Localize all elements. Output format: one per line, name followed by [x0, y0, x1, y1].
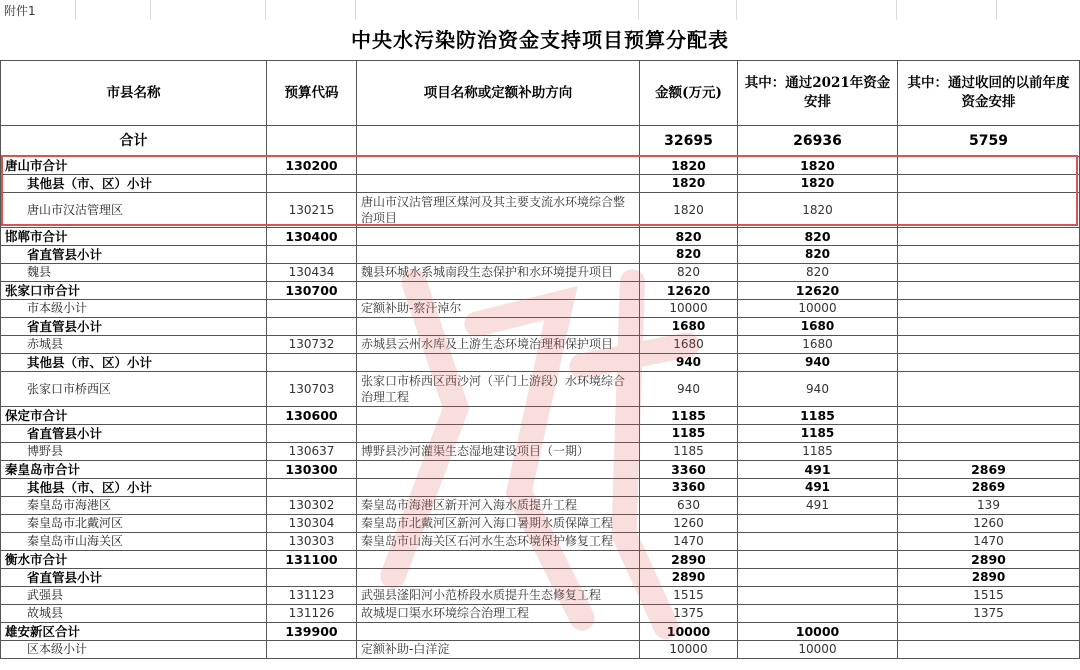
cell-project [357, 282, 640, 300]
cell-prior [898, 641, 1080, 659]
cell-project: 武强县滏阳河小范桥段水质提升生态修复工程 [357, 587, 640, 605]
table-row [1, 354, 1080, 372]
cell-name: 秦皇岛市北戴河区 [1, 515, 267, 533]
cell-project [357, 228, 640, 246]
cell-code [267, 300, 357, 318]
cell-code [267, 354, 357, 372]
cell-project [357, 175, 640, 193]
cell-2021: 12620 [738, 282, 898, 300]
cell-prior [898, 354, 1080, 372]
cell-prior [898, 407, 1080, 425]
cell-name: 唐山市汉沽管理区 [1, 193, 267, 228]
table-row [1, 336, 1080, 354]
cell-code [267, 425, 357, 443]
cell-prior [898, 300, 1080, 318]
cell-project [357, 479, 640, 497]
cell-name: 邯郸市合计 [1, 228, 267, 246]
cell-prior [898, 623, 1080, 641]
header-amount: 金额(万元) [640, 61, 738, 126]
header-project: 项目名称或定额补助方向 [357, 61, 640, 126]
cell-prior: 2869 [898, 479, 1080, 497]
cell-code: 131126 [267, 605, 357, 623]
cell-2021: 1820 [738, 157, 898, 175]
cell-2021 [738, 605, 898, 623]
cell-project: 故城堤口渠水环境综合治理工程 [357, 605, 640, 623]
cell-name: 其他县（市、区）小计 [1, 175, 267, 193]
cell-prior [898, 318, 1080, 336]
cell-amount: 1260 [640, 515, 738, 533]
cell-prior [898, 264, 1080, 282]
cell-prior [898, 228, 1080, 246]
cell-name: 雄安新区合计 [1, 623, 267, 641]
cell-prior [898, 372, 1080, 407]
cell-name: 衡水市合计 [1, 551, 267, 569]
cell-code: 130732 [267, 336, 357, 354]
table-row [1, 623, 1080, 641]
cell-name: 秦皇岛市海港区 [1, 497, 267, 515]
cell-amount: 3360 [640, 461, 738, 479]
cell-2021: 491 [738, 479, 898, 497]
cell-code: 130200 [267, 157, 357, 175]
cell-name: 保定市合计 [1, 407, 267, 425]
cell-2021: 1820 [738, 193, 898, 228]
cell-amount: 1680 [640, 336, 738, 354]
cell-2021: 1680 [738, 336, 898, 354]
cell-code: 130434 [267, 264, 357, 282]
cell-amount: 12620 [640, 282, 738, 300]
cell-prior: 1470 [898, 533, 1080, 551]
cell-prior: 2890 [898, 551, 1080, 569]
cell-name: 省直管县小计 [1, 318, 267, 336]
table-row [1, 587, 1080, 605]
cell-2021: 10000 [738, 623, 898, 641]
cell-amount: 1375 [640, 605, 738, 623]
cell-prior: 139 [898, 497, 1080, 515]
cell-name: 秦皇岛市山海关区 [1, 533, 267, 551]
header-prior-funds: 其中：通过收回的以前年度资金安排 [898, 61, 1080, 126]
cell-2021: 26936 [738, 126, 898, 157]
table-row [1, 175, 1080, 193]
cell-2021: 820 [738, 228, 898, 246]
cell-code [267, 318, 357, 336]
cell-amount: 1185 [640, 407, 738, 425]
cell-code: 130600 [267, 407, 357, 425]
cell-2021 [738, 533, 898, 551]
spreadsheet-gridlines [0, 0, 1080, 20]
cell-2021 [738, 569, 898, 587]
table-row [1, 497, 1080, 515]
table-row [1, 157, 1080, 175]
cell-amount: 2890 [640, 551, 738, 569]
cell-amount: 820 [640, 264, 738, 282]
cell-code [267, 479, 357, 497]
cell-2021: 1185 [738, 425, 898, 443]
cell-code: 130400 [267, 228, 357, 246]
cell-project: 赤城县云州水库及上游生态环境治理和保护项目 [357, 336, 640, 354]
table-row [1, 641, 1080, 659]
cell-2021 [738, 587, 898, 605]
cell-prior [898, 443, 1080, 461]
cell-project [357, 407, 640, 425]
cell-code: 130302 [267, 497, 357, 515]
cell-name: 合计 [1, 126, 267, 157]
cell-prior [898, 282, 1080, 300]
cell-name: 省直管县小计 [1, 246, 267, 264]
cell-project [357, 623, 640, 641]
cell-code [267, 641, 357, 659]
cell-prior [898, 193, 1080, 228]
cell-amount: 1185 [640, 425, 738, 443]
cell-amount: 1515 [640, 587, 738, 605]
cell-project [357, 551, 640, 569]
cell-2021: 10000 [738, 641, 898, 659]
header-2021-funds: 其中：通过2021年资金安排 [738, 61, 898, 126]
cell-prior [898, 175, 1080, 193]
cell-project [357, 425, 640, 443]
cell-2021: 940 [738, 354, 898, 372]
cell-project: 秦皇岛市山海关区石河水生态环境保护修复工程 [357, 533, 640, 551]
cell-project [357, 354, 640, 372]
cell-amount: 820 [640, 228, 738, 246]
table-row [1, 282, 1080, 300]
table-row [1, 228, 1080, 246]
cell-prior [898, 246, 1080, 264]
cell-2021: 1820 [738, 175, 898, 193]
cell-prior: 2869 [898, 461, 1080, 479]
cell-code: 131123 [267, 587, 357, 605]
cell-amount: 820 [640, 246, 738, 264]
cell-project: 定额补助-白洋淀 [357, 641, 640, 659]
table-row [1, 246, 1080, 264]
cell-prior [898, 336, 1080, 354]
cell-prior: 1515 [898, 587, 1080, 605]
budget-table [0, 60, 1080, 659]
cell-amount: 630 [640, 497, 738, 515]
page-title: 中央水污染防治资金支持项目预算分配表 [351, 28, 729, 52]
cell-2021: 820 [738, 246, 898, 264]
cell-2021: 491 [738, 497, 898, 515]
table-body [1, 126, 1080, 659]
cell-name: 其他县（市、区）小计 [1, 479, 267, 497]
cell-amount: 10000 [640, 623, 738, 641]
cell-code: 130300 [267, 461, 357, 479]
cell-project [357, 126, 640, 157]
header-city: 市县名称 [1, 61, 267, 126]
cell-2021: 1185 [738, 407, 898, 425]
annex-label: 附件1 [4, 4, 36, 18]
cell-name: 区本级小计 [1, 641, 267, 659]
cell-code: 131100 [267, 551, 357, 569]
cell-prior [898, 157, 1080, 175]
cell-amount: 1820 [640, 157, 738, 175]
cell-project [357, 461, 640, 479]
table-row [1, 569, 1080, 587]
table-row [1, 533, 1080, 551]
cell-name: 博野县 [1, 443, 267, 461]
cell-amount: 1680 [640, 318, 738, 336]
table-row [1, 193, 1080, 228]
cell-project: 博野县沙河灌渠生态湿地建设项目（一期） [357, 443, 640, 461]
table-row [1, 479, 1080, 497]
cell-amount: 1820 [640, 193, 738, 228]
table-row [1, 443, 1080, 461]
cell-amount: 3360 [640, 479, 738, 497]
table-row [1, 425, 1080, 443]
table-row [1, 551, 1080, 569]
cell-code: 130304 [267, 515, 357, 533]
cell-name: 唐山市合计 [1, 157, 267, 175]
table-row [1, 515, 1080, 533]
cell-project: 魏县环城水系城南段生态保护和水环境提升项目 [357, 264, 640, 282]
cell-name: 秦皇岛市合计 [1, 461, 267, 479]
cell-prior: 2890 [898, 569, 1080, 587]
cell-amount: 32695 [640, 126, 738, 157]
cell-name: 故城县 [1, 605, 267, 623]
cell-project [357, 569, 640, 587]
cell-project: 张家口市桥西区西沙河（平门上游段）水环境综合治理工程 [357, 372, 640, 407]
table-row [1, 318, 1080, 336]
cell-amount: 1820 [640, 175, 738, 193]
cell-project: 秦皇岛市海港区新开河入海水质提升工程 [357, 497, 640, 515]
cell-amount: 10000 [640, 300, 738, 318]
cell-code: 130637 [267, 443, 357, 461]
cell-2021: 1185 [738, 443, 898, 461]
cell-name: 其他县（市、区）小计 [1, 354, 267, 372]
cell-amount: 1470 [640, 533, 738, 551]
cell-name: 魏县 [1, 264, 267, 282]
cell-2021: 820 [738, 264, 898, 282]
cell-project: 定额补助-察汗淖尔 [357, 300, 640, 318]
cell-prior: 1375 [898, 605, 1080, 623]
cell-amount: 10000 [640, 641, 738, 659]
cell-2021: 491 [738, 461, 898, 479]
cell-amount: 940 [640, 354, 738, 372]
cell-2021: 940 [738, 372, 898, 407]
cell-project [357, 157, 640, 175]
cell-name: 省直管县小计 [1, 569, 267, 587]
cell-code [267, 126, 357, 157]
cell-name: 张家口市合计 [1, 282, 267, 300]
header-code: 预算代码 [267, 61, 357, 126]
cell-prior [898, 425, 1080, 443]
header-row [1, 61, 1080, 126]
cell-project [357, 318, 640, 336]
cell-2021 [738, 551, 898, 569]
cell-code [267, 175, 357, 193]
cell-name: 张家口市桥西区 [1, 372, 267, 407]
cell-code: 130703 [267, 372, 357, 407]
table-row [1, 264, 1080, 282]
cell-code: 139900 [267, 623, 357, 641]
cell-project [357, 246, 640, 264]
cell-code [267, 246, 357, 264]
cell-project: 秦皇岛市北戴河区新河入海口暑期水质保障工程 [357, 515, 640, 533]
table-row [1, 407, 1080, 425]
table-row [1, 372, 1080, 407]
cell-name: 市本级小计 [1, 300, 267, 318]
cell-amount: 940 [640, 372, 738, 407]
cell-name: 武强县 [1, 587, 267, 605]
cell-code: 130215 [267, 193, 357, 228]
cell-code [267, 569, 357, 587]
cell-prior: 1260 [898, 515, 1080, 533]
cell-2021: 1680 [738, 318, 898, 336]
cell-project: 唐山市汉沽管理区煤河及其主要支流水环境综合整治项目 [357, 193, 640, 228]
cell-amount: 1185 [640, 443, 738, 461]
cell-name: 省直管县小计 [1, 425, 267, 443]
table-row [1, 605, 1080, 623]
table-row [1, 461, 1080, 479]
cell-prior: 5759 [898, 126, 1080, 157]
cell-amount: 2890 [640, 569, 738, 587]
cell-2021 [738, 515, 898, 533]
cell-code: 130700 [267, 282, 357, 300]
table-row [1, 126, 1080, 157]
table-row [1, 300, 1080, 318]
cell-name: 赤城县 [1, 336, 267, 354]
cell-2021: 10000 [738, 300, 898, 318]
cell-code: 130303 [267, 533, 357, 551]
